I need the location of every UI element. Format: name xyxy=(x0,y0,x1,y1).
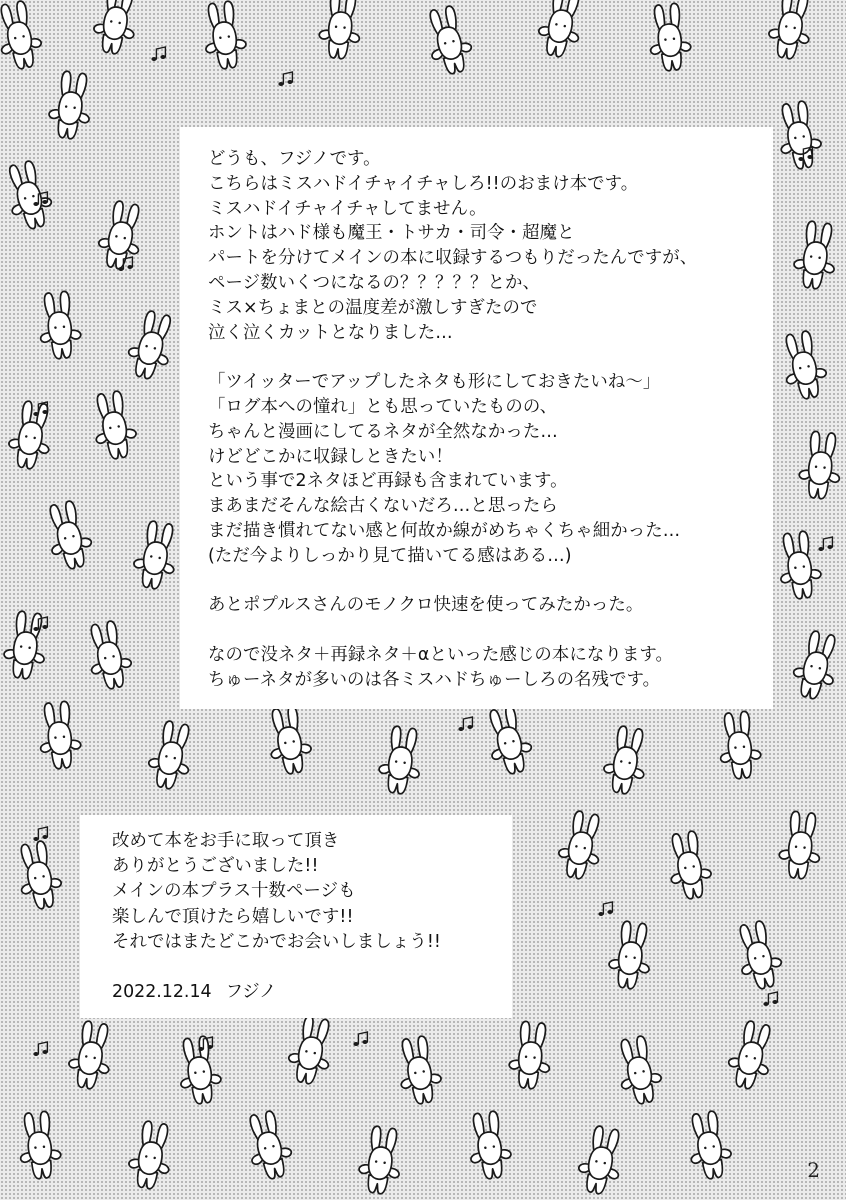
text-line: ページ数いくつになるの？？？？？とか、 xyxy=(208,272,540,293)
text-line: それではまたどこかでお会いしましょう!! xyxy=(112,931,441,952)
text-line: という事で2ネタほど再録も含まれています。 xyxy=(208,471,568,492)
signature-date: 2022.12.14 xyxy=(112,982,212,1003)
text-line: ミス×ちょまとの温度差が激しすぎたので xyxy=(208,297,538,318)
text-line: (ただ今よりしっかり見て描いてる感はある…) xyxy=(208,545,572,566)
paragraph-gap xyxy=(208,569,755,594)
text-line: ありがとうございました!! xyxy=(112,856,319,877)
text-line: まだ描き慣れてない感と何故か線がめちゃくちゃ細かった… xyxy=(208,520,681,541)
text-line: 「ツイッターでアップしたネタも形にしておきたいね～」 xyxy=(208,372,661,393)
text-line: パートを分けてメインの本に収録するつもりだったんですが、 xyxy=(208,248,698,269)
text-line: ミスハドイチャイチャしてません。 xyxy=(208,198,487,219)
text-line: どうも、フジノです。 xyxy=(208,149,381,169)
text-line: 楽しんで頂けたら嬉しいです!! xyxy=(112,906,354,927)
text-line: 改めて本をお手に取って頂き xyxy=(112,831,340,851)
text-line: こちらはミスハドイチャイチャしろ!!のおまけ本です。 xyxy=(208,173,639,194)
paragraph-gap xyxy=(208,618,755,643)
text-line: メインの本プラス十数ページも xyxy=(112,881,356,902)
text-line: 泣く泣くカットとなりました… xyxy=(208,322,453,343)
paragraph-gap xyxy=(208,345,755,370)
signature-author: フジノ xyxy=(225,982,277,1003)
text-line: ホントはハド様も魔王・トサカ・司令・超魔と xyxy=(208,223,575,244)
thanks-text-box xyxy=(80,815,512,1018)
page-number: 2 xyxy=(807,1158,820,1182)
signature xyxy=(112,980,502,1005)
text-line: まあまだそんな絵古くないだろ…と思ったら xyxy=(208,496,558,517)
text-line: 「ログ本への憧れ」とも思っていたものの、 xyxy=(208,396,558,417)
afterword-text-box xyxy=(180,127,773,709)
text-line: ちゃんと漫画にしてるネタが全然なかった… xyxy=(208,421,558,442)
text-line: けどどこかに収録しときたい！ xyxy=(208,446,453,467)
text-line: なので没ネタ＋再録ネタ＋αといった感じの本になります。 xyxy=(208,644,673,665)
text-line: ちゅーネタが多いのは各ミスハドちゅーしろの名残です。 xyxy=(208,669,661,690)
text-line: あとポプルスさんのモノクロ快速を使ってみたかった。 xyxy=(208,595,644,616)
